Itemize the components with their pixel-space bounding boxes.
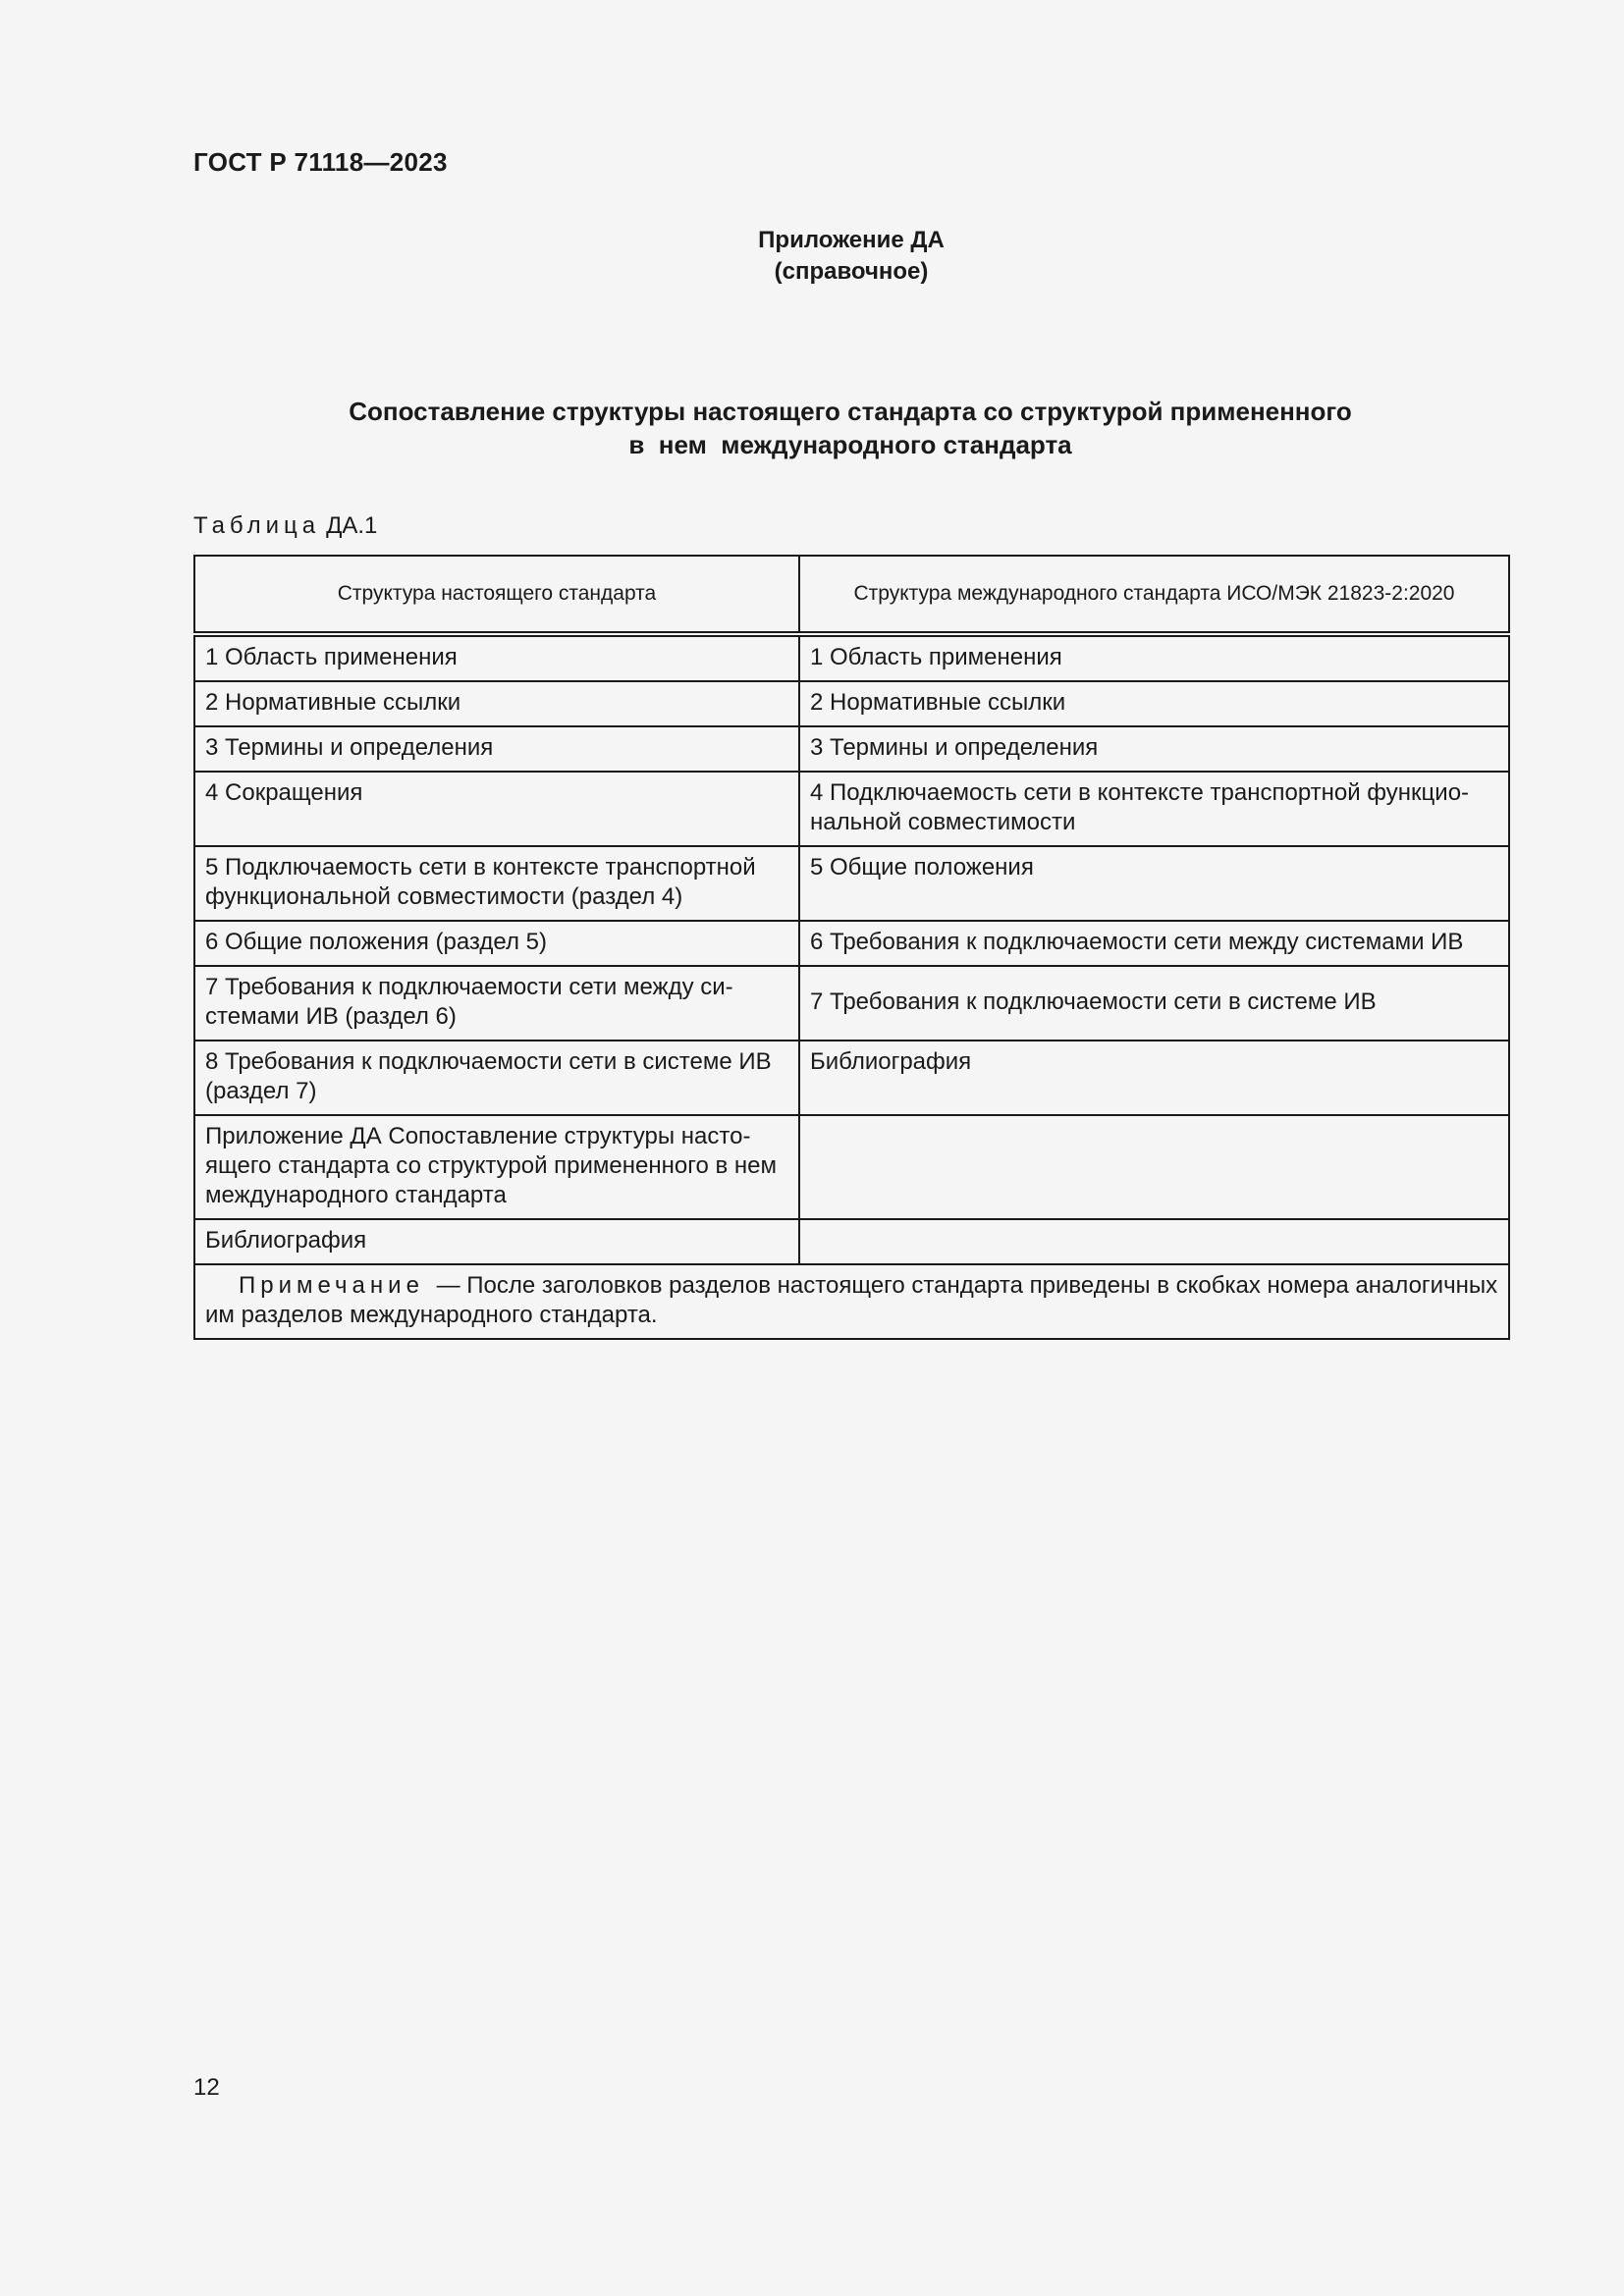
table-row	[194, 726, 1509, 772]
table-cell-national: 3 Термины и определения	[194, 726, 799, 772]
table-row	[194, 921, 1509, 966]
appendix-title: Приложение ДА	[758, 227, 945, 253]
table-note	[194, 1264, 1509, 1339]
table-cell-international: 7 Требования к подключаемости сети в системе ИВ	[799, 966, 1509, 1041]
table-cell-international: 4 Подключаемость сети в контексте транспортной функцио-нальной совместимости	[799, 772, 1509, 846]
table-row	[194, 634, 1509, 681]
section-heading-line-2: в нем международного стандарта	[628, 430, 1072, 459]
document-code: ГОСТ Р 71118—2023	[193, 147, 448, 177]
table-row	[194, 1219, 1509, 1264]
table-cell-international	[799, 1115, 1509, 1219]
table-cell-national: 2 Нормативные ссылки	[194, 681, 799, 726]
table-row	[194, 772, 1509, 846]
table-note-row	[194, 1264, 1509, 1339]
section-heading-line-1: Сопоставление структуры настоящего стандарта со структурой примененного	[349, 397, 1352, 426]
table-cell-national: 8 Требования к подключаемости сети в системе ИВ (раздел 7)	[194, 1041, 799, 1115]
table-cell-national: 1 Область применения	[194, 634, 799, 681]
table-caption-label: Таблица	[193, 512, 321, 539]
table-cell-national: 7 Требования к подключаемости сети между си-стемами ИВ (раздел 6)	[194, 966, 799, 1041]
table-row	[194, 846, 1509, 921]
table-cell-international: 5 Общие положения	[799, 846, 1509, 921]
table-header-row	[194, 556, 1509, 634]
page-number: 12	[193, 2074, 220, 2101]
table-cell-international: Библиография	[799, 1041, 1509, 1115]
table-cell-international: 3 Термины и определения	[799, 726, 1509, 772]
table-row	[194, 966, 1509, 1041]
structure-comparison-table	[193, 555, 1510, 1340]
table-caption-number: ДА.1	[326, 512, 378, 539]
table-cell-international: 1 Область применения	[799, 634, 1509, 681]
table-cell-national: 5 Подключаемость сети в контексте транспортной функциональной совместимости (раздел 4)	[194, 846, 799, 921]
table-row	[194, 681, 1509, 726]
table-caption	[193, 512, 377, 540]
section-heading	[193, 395, 1507, 461]
table-note-text: — После заголовков разделов настоящего стандарта приведены в скобках номера аналогичных им разделов международного стандарта.	[205, 1272, 1498, 1328]
table-row	[194, 1115, 1509, 1219]
table-cell-national: Библиография	[194, 1219, 799, 1264]
appendix-type: (справочное)	[774, 258, 929, 285]
table-cell-international: 2 Нормативные ссылки	[799, 681, 1509, 726]
table-cell-international: 6 Требования к подключаемости сети между системами ИВ	[799, 921, 1509, 966]
column-header-international: Структура международного стандарта ИСО/МЭК 21823-2:2020	[799, 556, 1509, 634]
column-header-national: Структура настоящего стандарта	[194, 556, 799, 634]
table-row	[194, 1041, 1509, 1115]
table-cell-national: Приложение ДА Сопоставление структуры насто-ящего стандарта со структурой примененного в нем международного стандарта	[194, 1115, 799, 1219]
table-cell-international	[799, 1219, 1509, 1264]
table-cell-national: 4 Сокращения	[194, 772, 799, 846]
table-cell-national: 6 Общие положения (раздел 5)	[194, 921, 799, 966]
table-note-label: Примечание	[239, 1272, 424, 1299]
